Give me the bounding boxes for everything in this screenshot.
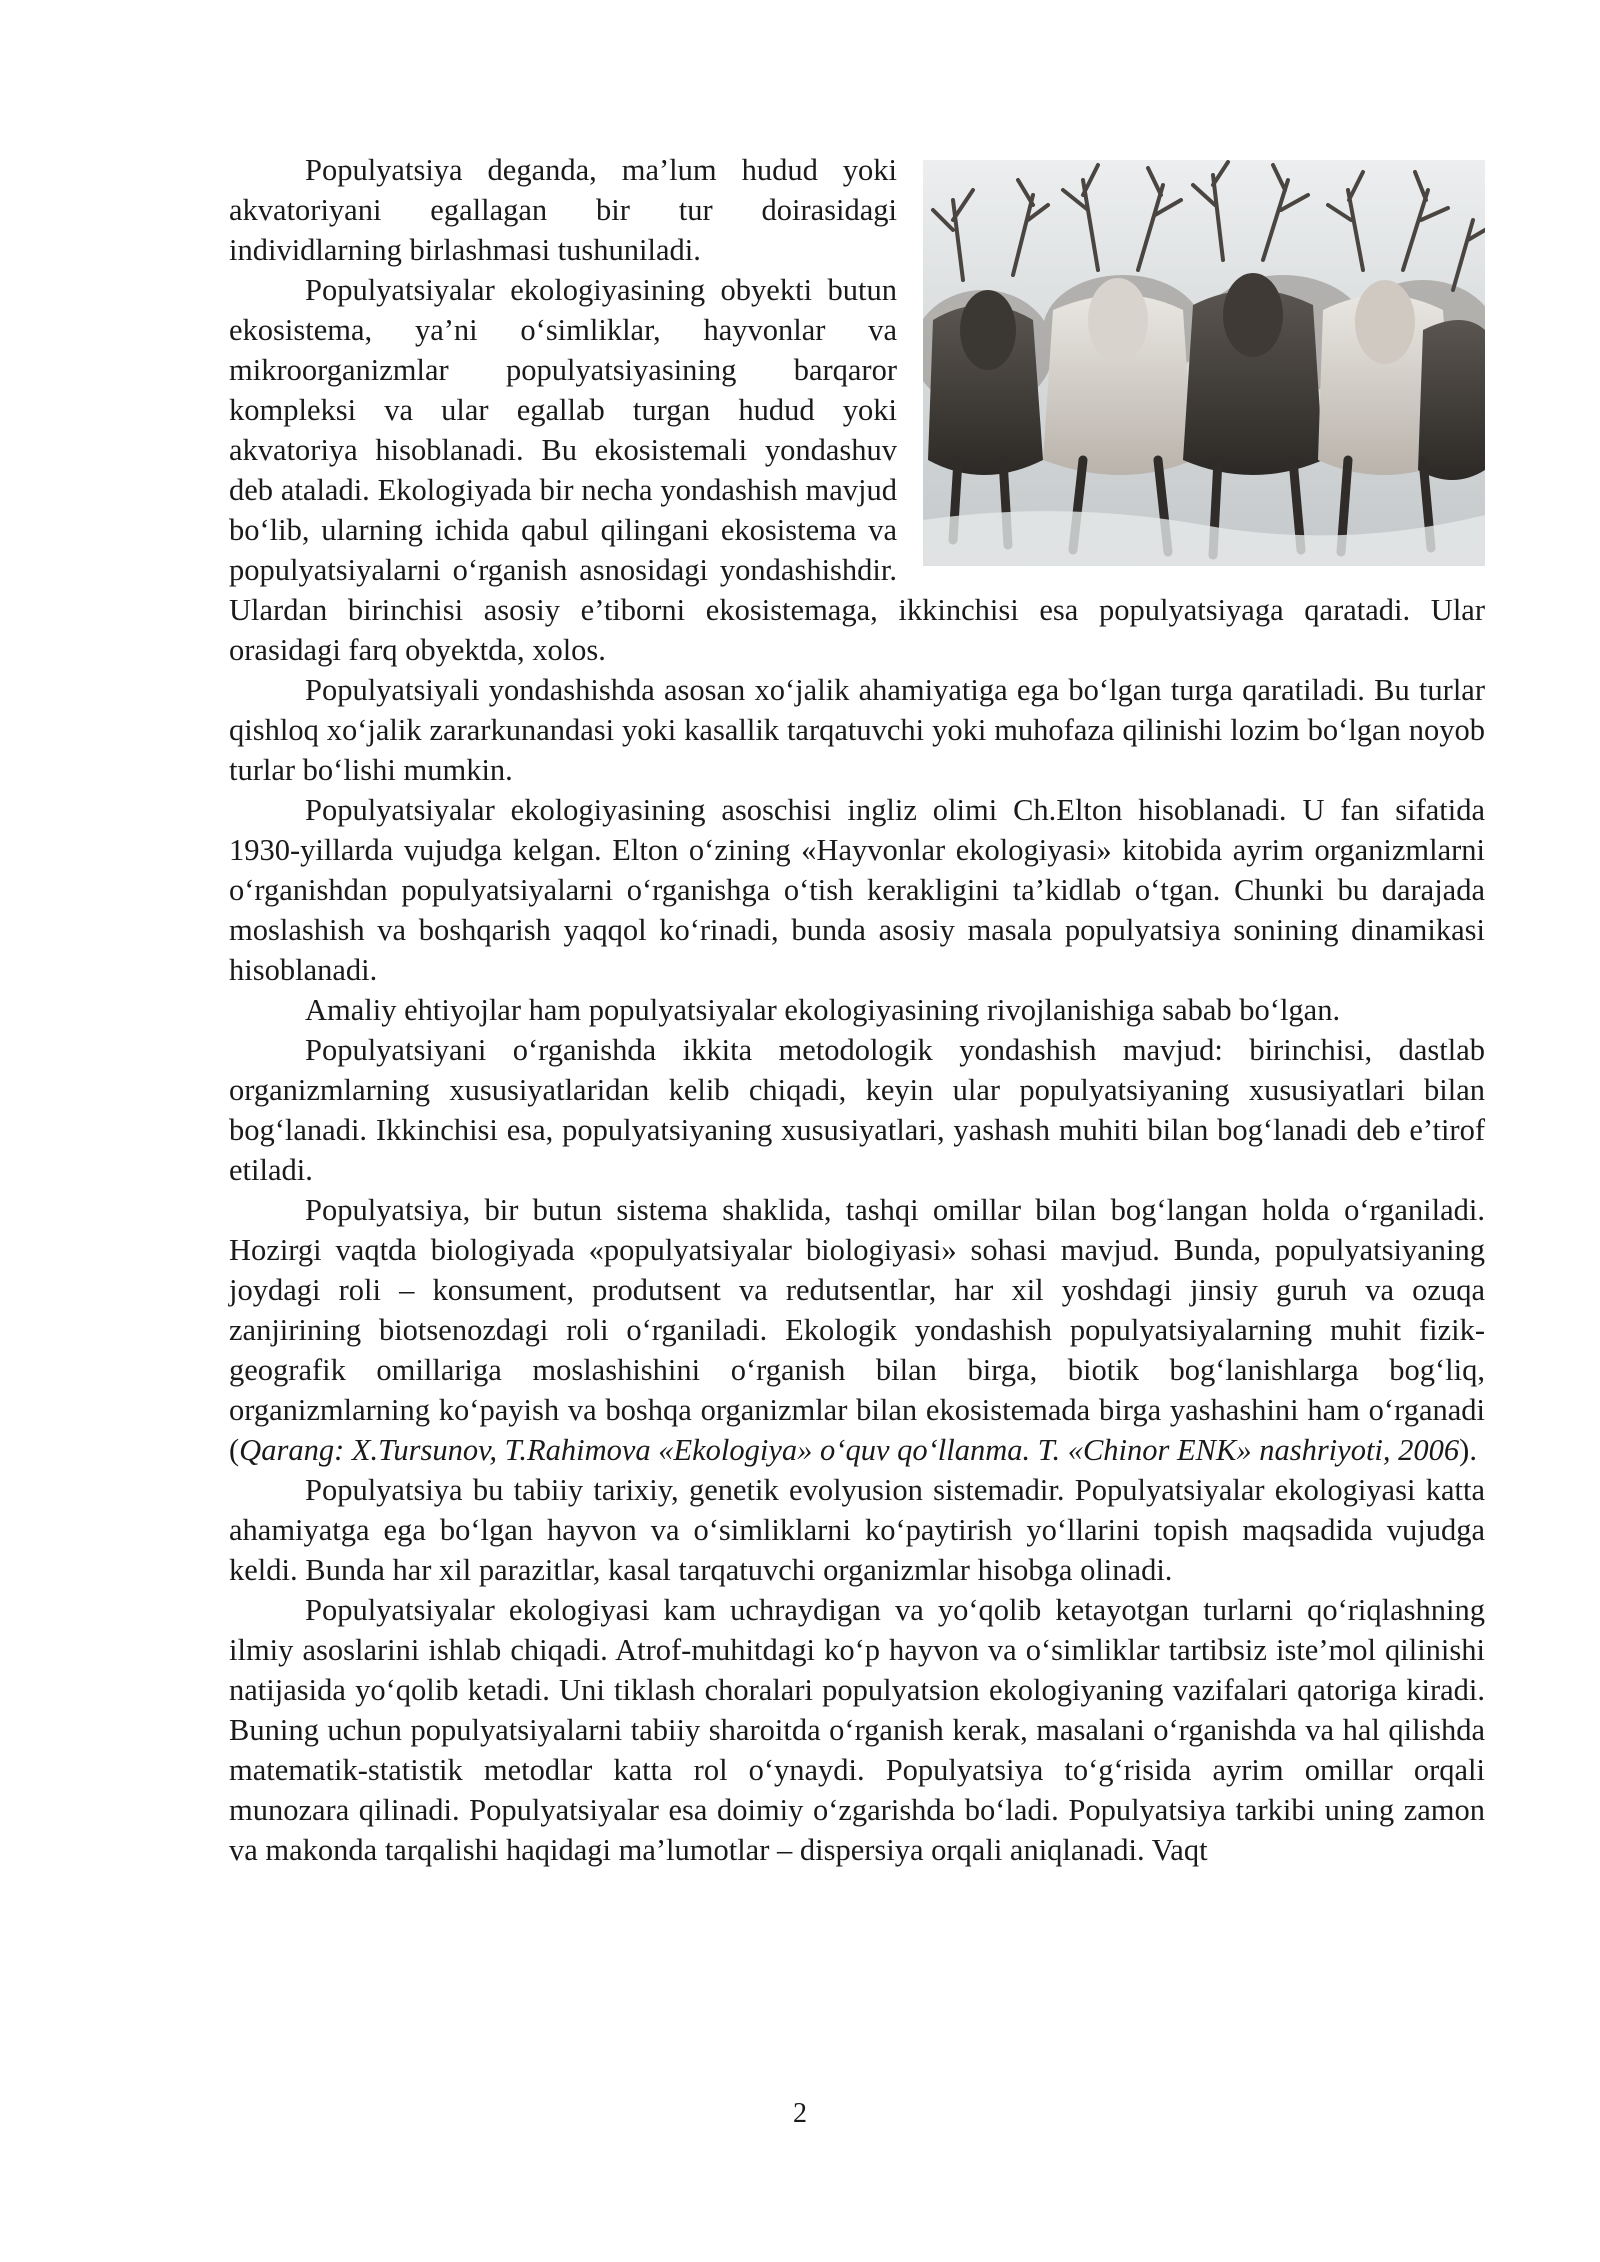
paragraph-2: Populyatsiyalar ekologiyasining obyekti butun ekosistema, ya’ni o‘simliklar, hayvonlar va mikroorganizmlar populyatsiyasining barqaror kompleksi va ular egallab turgan hudud yoki akvatoriya hisoblanadi. Bu ekosistemali yondashuv deb ataladi. Ekologiyada bir necha yondashish mavjud bo‘lib, ularning ichida qabul qilingani ekosistema va populyatsiyalarni o‘rganish asnosidagi yondashishdir. Ulardan birinchisi asosiy e’tiborni ekosistemaga, ikkinchisi esa populyatsiyaga qaratadi. Ular orasidagi farq obyektda, xolos. xyxy=(229,273,1485,667)
citation: Qarang: X.Tursunov, T.Rahimova «Ekologiya» o‘quv qo‘llanma. T. «Chinor ENK» nashriyoti, 2006 xyxy=(239,1433,1460,1467)
paragraph-5: Amaliy ehtiyojlar ham populyatsiyalar ekologiyasining rivojlanishiga sabab bo‘lgan. xyxy=(305,993,1341,1027)
paragraph-7-text: Populyatsiya, bir butun sistema shaklida, tashqi omillar bilan bog‘langan holda o‘rganiladi. Hozirgi vaqtda biologiyada «populyatsiyalar biologiyasi» sohasi mavjud. Bunda, populyatsiyaning joydagi roli – konsument, produtsent va redutsentlar, har xil yoshdagi jinsiy guruh va ozuqa zanjirining biotsenozdagi roli o‘rganiladi. Ekologik yondashish populyatsiyalarning muhit fizik-geografik omillariga moslashishini o‘rganish bilan birga, biotik bog‘lanishlarga bog‘liq, organizmlarning ko‘payish va boshqa organizmlar bilan ekosistemada birga yashashini ham o‘rganadi ( xyxy=(229,1193,1485,1467)
paragraph-9: Populyatsiyalar ekologiyasi kam uchraydigan va yo‘qolib ketayotgan turlarni qo‘riqlashning ilmiy asoslarini ishlab chiqadi. Atrof-muhitdagi ko‘p hayvon va o‘simliklar tartibsiz iste’mol qilinishi natijasida yo‘qolib ketadi. Uni tiklash choralari populyatsion ekologiyaning vazifalari qatoriga kiradi. Buning uchun populyatsiyalarni tabiiy sharoitda o‘rganish kerak, masalani o‘rganishda va hal qilishda matematik-statistik metodlar katta rol o‘ynaydi. Populyatsiya to‘g‘risida ayrim omillar orqali munozara qilinadi. Populyatsiyalar esa doimiy o‘zgarishda bo‘ladi. Populyatsiya tarkibi uning zamon va makonda tarqalishi haqidagi ma’lumotlar – dispersiya orqali aniqlanadi. Vaqt xyxy=(229,1593,1485,1867)
reindeer-herd-illustration xyxy=(923,160,1485,566)
paragraph-8: Populyatsiya bu tabiiy tarixiy, genetik evolyusion sistemadir. Populyatsiyalar ekologiyasi katta ahamiyatga ega bo‘lgan hayvon va o‘simliklarni ko‘paytirish yo‘llarini topish maqsadida vujudga keldi. Bunda har xil parazitlar, kasal tarqatuvchi organizmlar hisobga olinadi. xyxy=(229,1473,1485,1587)
paragraph-6: Populyatsiyani o‘rganishda ikkita metodologik yondashish mavjud: birinchisi, dastlab organizmlarning xususiyatlaridan kelib chiqadi, keyin ular populyatsiyaning xususiyatlari bilan bog‘lanadi. Ikkinchisi esa, populyatsiyaning xususiyatlari, yashash muhiti bilan bog‘lanadi deb e’tirof etiladi. xyxy=(229,1033,1485,1187)
paragraph-4: Populyatsiyalar ekologiyasining asoschisi ingliz olimi Ch.Elton hisoblanadi. U fan sifatida 1930-yillarda vujudga kelgan. Elton o‘zining «Hayvonlar ekologiyasi» kitobida ayrim organizmlarni o‘rganishdan populyatsiyalarni o‘rganishga o‘tish kerakligini ta’kidlab o‘tgan. Chunki bu darajada moslashish va boshqarish yaqqol ko‘rinadi, bunda asosiy masala populyatsiya sonining dinamikasi hisoblanadi. xyxy=(229,793,1485,987)
document-page xyxy=(229,150,1485,1870)
paragraph-3: Populyatsiyali yondashishda asosan xo‘jalik ahamiyatiga ega bo‘lgan turga qaratiladi. Bu turlar qishloq xo‘jalik zararkunandasi yoki kasallik tarqatuvchi yoki muhofaza qilinishi lozim bo‘lgan noyob turlar bo‘lishi mumkin. xyxy=(229,673,1485,787)
reindeer-herd-photo xyxy=(923,160,1485,566)
page-number: 2 xyxy=(793,2098,807,2129)
paragraph-1: Populyatsiya deganda, ma’lum hudud yoki akvatoriyani egallagan bir tur doirasidagi individlarning birlashmasi tushuniladi. xyxy=(229,153,897,267)
paragraph-7-closing: ). xyxy=(1459,1433,1477,1467)
paragraph-7 xyxy=(229,1190,1485,1470)
